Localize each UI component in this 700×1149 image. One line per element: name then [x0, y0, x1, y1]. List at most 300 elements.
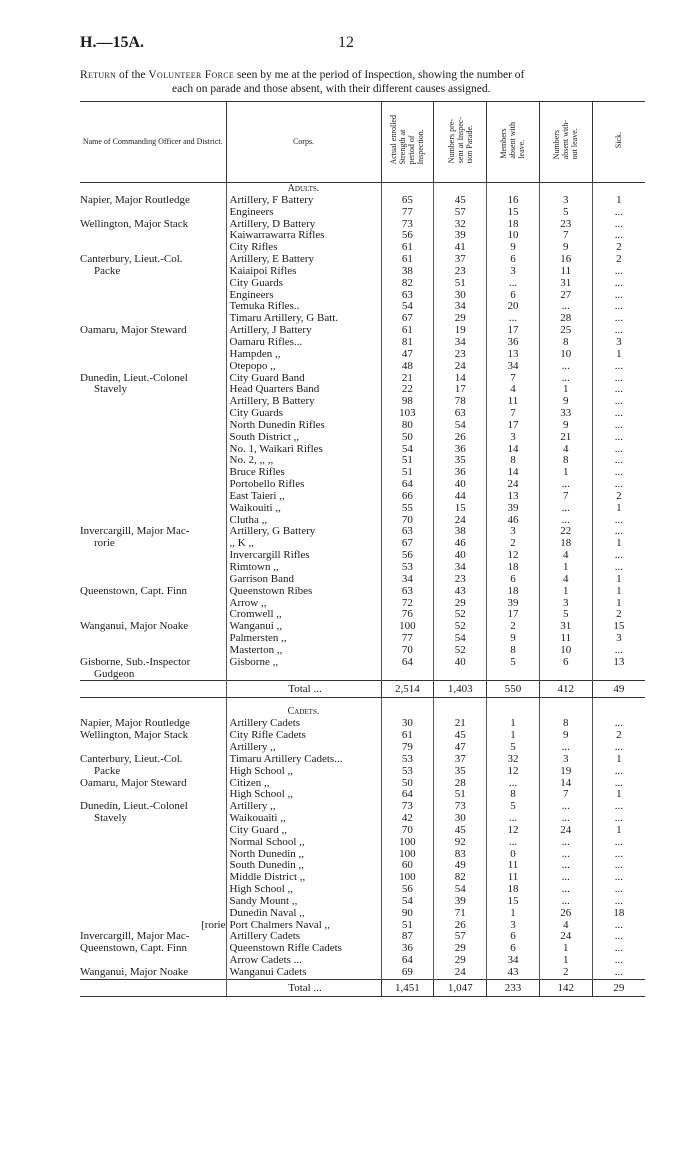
- cell-name: [80, 955, 226, 967]
- cell-enrolled: 51: [381, 455, 434, 467]
- cell-absent-leave: 18: [487, 562, 540, 574]
- cell-enrolled: 61: [381, 254, 434, 266]
- cell-absent-without-leave: 7: [539, 789, 592, 801]
- cell-absent-leave: 3: [487, 432, 540, 444]
- cell-absent-leave: ...: [487, 278, 540, 290]
- cell-present: 52: [434, 645, 487, 657]
- cell-absent-without-leave: 3: [539, 195, 592, 207]
- cell-sick: 1: [592, 586, 645, 598]
- table-row: [80, 301, 645, 313]
- table-row: [80, 621, 645, 633]
- cell-enrolled: 90: [381, 908, 434, 920]
- cell-absent-without-leave: ...: [539, 860, 592, 872]
- cell-corps: Queenstown Ribes: [226, 586, 381, 598]
- cell-enrolled: 61: [381, 325, 434, 337]
- cell-name: [80, 467, 226, 479]
- cell-enrolled: 69: [381, 967, 434, 979]
- cell-enrolled: 77: [381, 207, 434, 219]
- cell-name: Queenstown, Capt. Finn: [80, 943, 187, 955]
- cell-enrolled: 66: [381, 491, 434, 503]
- cell-enrolled: 77: [381, 633, 434, 645]
- cell-enrolled: 70: [381, 825, 434, 837]
- cell-absent-without-leave: 4: [539, 574, 592, 586]
- cell-sick: ...: [592, 896, 645, 908]
- cell-sick: ...: [592, 290, 645, 302]
- total-sick: 49: [592, 681, 645, 698]
- cell-present: 29: [434, 598, 487, 610]
- cell-absent-leave: 8: [487, 455, 540, 467]
- cell-sick: 1: [592, 574, 645, 586]
- cell-enrolled: 63: [381, 586, 434, 598]
- cell-absent-without-leave: 8: [539, 337, 592, 349]
- cell-absent-leave: 32: [487, 754, 540, 766]
- table-row: [80, 574, 645, 586]
- cell-corps: Masterton ,,: [226, 645, 381, 657]
- cell-name: Oamaru, Major Steward: [80, 777, 187, 789]
- cell-name: [80, 444, 226, 456]
- cell-corps: Oamaru Rifles...: [226, 337, 381, 349]
- cell-name: [80, 396, 226, 408]
- return-title: [80, 68, 645, 96]
- cell-absent-leave: ...: [487, 778, 540, 790]
- cell-sick: ...: [592, 278, 645, 290]
- cell-absent-leave: 12: [487, 825, 540, 837]
- cell-absent-leave: 3: [487, 266, 540, 278]
- cell-corps: Engineers: [226, 207, 381, 219]
- cell-corps: South Dunedin ,,: [226, 860, 381, 872]
- cell-present: 52: [434, 609, 487, 621]
- cell-present: 34: [434, 301, 487, 313]
- cell-absent-without-leave: 21: [539, 432, 592, 444]
- cell-name: [80, 550, 226, 562]
- table-row: [80, 420, 645, 432]
- cell-present: 51: [434, 789, 487, 801]
- col-header-name: Name of Commanding Officer and District.: [80, 102, 226, 183]
- cell-name: Wellington, Major Stack: [80, 218, 189, 230]
- cell-sick: ...: [592, 361, 645, 373]
- cell-absent-leave: 43: [487, 967, 540, 979]
- total-label: Total ...: [226, 681, 381, 698]
- cell-corps: Palmersten ,,: [226, 633, 381, 645]
- cell-present: 43: [434, 586, 487, 598]
- cell-present: 23: [434, 574, 487, 586]
- cell-absent-leave: 20: [487, 301, 540, 313]
- cell-enrolled: 73: [381, 801, 434, 813]
- cell-present: 28: [434, 778, 487, 790]
- cell-sick: ...: [592, 766, 645, 778]
- cell-enrolled: [381, 669, 434, 681]
- cell-corps: High School ,,: [226, 884, 381, 896]
- cell-absent-leave: 3: [487, 920, 540, 932]
- cell-sick: ...: [592, 849, 645, 861]
- cell-name: [80, 349, 226, 361]
- col-header-absent-without-leave: Numbers absent with- out leave.: [539, 102, 592, 183]
- table-row: [80, 290, 645, 302]
- table-row: [80, 598, 645, 610]
- cell-absent-without-leave: 31: [539, 278, 592, 290]
- cell-enrolled: 60: [381, 860, 434, 872]
- table-row: [80, 242, 645, 254]
- cell-present: 23: [434, 349, 487, 361]
- cell-absent-without-leave: 1: [539, 384, 592, 396]
- table-row: [80, 373, 645, 385]
- cell-absent-leave: 5: [487, 801, 540, 813]
- cell-enrolled: 73: [381, 219, 434, 231]
- cell-present: 35: [434, 455, 487, 467]
- cell-corps: Waikouaiti ,,: [226, 813, 381, 825]
- cell-absent-without-leave: ...: [539, 373, 592, 385]
- cell-absent-without-leave: 18: [539, 538, 592, 550]
- cell-present: 45: [434, 195, 487, 207]
- cell-absent-without-leave: 25: [539, 325, 592, 337]
- cell-name: [80, 598, 226, 610]
- cell-absent-without-leave: 5: [539, 609, 592, 621]
- cell-sick: ...: [592, 872, 645, 884]
- cell-name: [80, 420, 226, 432]
- cell-sick: 2: [592, 609, 645, 621]
- cell-present: 40: [434, 550, 487, 562]
- cell-present: 46: [434, 538, 487, 550]
- cell-absent-leave: 1: [487, 730, 540, 742]
- cell-name: [80, 278, 226, 290]
- cell-absent-without-leave: ...: [539, 837, 592, 849]
- cell-sick: ...: [592, 219, 645, 231]
- table-row: [80, 515, 645, 527]
- section-heading-adults: Adults.: [226, 183, 381, 195]
- cell-corps: Kaiaipoi Rifles: [226, 266, 381, 278]
- cell-enrolled: 64: [381, 789, 434, 801]
- cell-enrolled: 70: [381, 515, 434, 527]
- table-row: [80, 266, 645, 278]
- cell-name: Wanganui, Major Noake: [80, 967, 189, 978]
- cell-enrolled: 53: [381, 754, 434, 766]
- cell-corps: Portobello Rifles: [226, 479, 381, 491]
- cadets-total-row: [80, 979, 645, 996]
- document-reference: H.—15A.: [80, 34, 144, 51]
- cell-absent-without-leave: 2: [539, 967, 592, 979]
- cell-absent-leave: 34: [487, 955, 540, 967]
- cell-sick: ...: [592, 467, 645, 479]
- cell-name: Stavely: [94, 384, 127, 396]
- cell-absent-without-leave: 24: [539, 931, 592, 943]
- cell-absent-without-leave: 4: [539, 920, 592, 932]
- table-row: [80, 896, 645, 908]
- cell-sick: 2: [592, 730, 645, 742]
- cell-present: 83: [434, 849, 487, 861]
- table-row: [80, 801, 645, 813]
- cell-name: [80, 908, 226, 920]
- total-absent-leave: 550: [487, 681, 540, 698]
- cell-name: [80, 574, 226, 586]
- cell-corps: Temuka Rifles..: [226, 301, 381, 313]
- cell-absent-without-leave: ...: [539, 742, 592, 754]
- cell-sick: ...: [592, 396, 645, 408]
- cell-absent-leave: 8: [487, 645, 540, 657]
- cell-absent-leave: 36: [487, 337, 540, 349]
- cell-enrolled: 80: [381, 420, 434, 432]
- cell-sick: ...: [592, 920, 645, 932]
- cell-sick: ...: [592, 373, 645, 385]
- cell-sick: 13: [592, 657, 645, 669]
- cell-absent-leave: 6: [487, 254, 540, 266]
- cell-sick: ...: [592, 420, 645, 432]
- cell-absent-without-leave: 28: [539, 313, 592, 325]
- cell-corps: Artillery, E Battery: [226, 254, 381, 266]
- cell-corps: City Guard ,,: [226, 825, 381, 837]
- table-row: [80, 920, 645, 932]
- cell-absent-leave: 2: [487, 538, 540, 550]
- cadets-section: [80, 706, 645, 979]
- cell-enrolled: 56: [381, 550, 434, 562]
- table-row: [80, 825, 645, 837]
- cell-corps: Middle District ,,: [226, 872, 381, 884]
- cell-absent-leave: 13: [487, 491, 540, 503]
- cell-absent-leave: 39: [487, 598, 540, 610]
- cell-corps: Sandy Mount ,,: [226, 896, 381, 908]
- cell-corps: Cromwell ,,: [226, 609, 381, 621]
- cell-corps: Garrison Band: [226, 574, 381, 586]
- cell-absent-leave: 2: [487, 621, 540, 633]
- table-row: [80, 789, 645, 801]
- cell-name: [80, 515, 226, 527]
- cell-present: 14: [434, 373, 487, 385]
- cell-present: 63: [434, 408, 487, 420]
- cell-enrolled: 61: [381, 730, 434, 742]
- cell-corps: City Guards: [226, 278, 381, 290]
- cell-name: [80, 491, 226, 503]
- cell-sick: ...: [592, 813, 645, 825]
- cell-present: 24: [434, 515, 487, 527]
- table-row: [80, 361, 645, 373]
- cell-sick: ...: [592, 955, 645, 967]
- cell-name: [80, 290, 226, 302]
- cell-present: 49: [434, 860, 487, 872]
- cell-absent-without-leave: ...: [539, 896, 592, 908]
- cell-present: 34: [434, 562, 487, 574]
- cell-present: 30: [434, 813, 487, 825]
- table-row: [80, 396, 645, 408]
- cell-sick: ...: [592, 230, 645, 242]
- cell-absent-without-leave: 1: [539, 943, 592, 955]
- cell-enrolled: 34: [381, 574, 434, 586]
- cell-absent-leave: 9: [487, 633, 540, 645]
- table-row: [80, 730, 645, 742]
- cell-absent-leave: 11: [487, 860, 540, 872]
- cell-sick: 1: [592, 754, 645, 766]
- cell-corps: ,, K ,,: [226, 538, 381, 550]
- cell-enrolled: 81: [381, 337, 434, 349]
- cell-corps: Artillery ,,: [226, 801, 381, 813]
- cell-corps: Waikouiti ,,: [226, 503, 381, 515]
- table-row: [80, 384, 645, 396]
- cell-name: [80, 896, 226, 908]
- cell-enrolled: 100: [381, 849, 434, 861]
- table-row: [80, 432, 645, 444]
- table-row: [80, 884, 645, 896]
- cell-present: 54: [434, 884, 487, 896]
- cell-corps: Artillery, B Battery: [226, 396, 381, 408]
- cell-present: 21: [434, 718, 487, 730]
- cell-enrolled: 98: [381, 396, 434, 408]
- cell-sick: 1: [592, 349, 645, 361]
- cell-present: 36: [434, 444, 487, 456]
- cell-corps: Hampden ,,: [226, 349, 381, 361]
- cell-sick: ...: [592, 444, 645, 456]
- cell-sick: ...: [592, 943, 645, 955]
- total-absent-leave: 233: [487, 979, 540, 996]
- cell-corps: No. 1, Waikari Rifles: [226, 444, 381, 456]
- cell-enrolled: 76: [381, 609, 434, 621]
- cell-enrolled: 42: [381, 813, 434, 825]
- cell-enrolled: 64: [381, 479, 434, 491]
- cell-absent-without-leave: 7: [539, 491, 592, 503]
- table-row: [80, 562, 645, 574]
- cell-present: 57: [434, 207, 487, 219]
- cell-absent-leave: [487, 669, 540, 681]
- cell-sick: 18: [592, 908, 645, 920]
- table-row: [80, 766, 645, 778]
- col-header-absent-leave: Members absent with leave.: [487, 102, 540, 183]
- cell-corps: Citizen ,,: [226, 778, 381, 790]
- cell-enrolled: 103: [381, 408, 434, 420]
- cell-corps: Timaru Artillery, G Batt.: [226, 313, 381, 325]
- cell-present: 23: [434, 266, 487, 278]
- cell-corps: Engineers: [226, 290, 381, 302]
- cell-absent-without-leave: 5: [539, 207, 592, 219]
- table-row: [80, 669, 645, 681]
- table-row: [80, 325, 645, 337]
- cell-name: [80, 503, 226, 515]
- cell-absent-without-leave: 11: [539, 266, 592, 278]
- cell-name: [80, 432, 226, 444]
- cell-sick: ...: [592, 778, 645, 790]
- cell-absent-without-leave: 1: [539, 467, 592, 479]
- table-row: [80, 967, 645, 979]
- cell-absent-without-leave: ...: [539, 361, 592, 373]
- cell-enrolled: 61: [381, 242, 434, 254]
- table-row: [80, 455, 645, 467]
- cell-absent-leave: ...: [487, 837, 540, 849]
- cell-absent-without-leave: 4: [539, 550, 592, 562]
- cell-name: Canterbury, Lieut.-Col.: [80, 254, 183, 266]
- cell-present: 47: [434, 742, 487, 754]
- table-row: [80, 479, 645, 491]
- cell-name: [80, 361, 226, 373]
- cell-name: [80, 872, 226, 884]
- cell-absent-without-leave: ...: [539, 872, 592, 884]
- cell-enrolled: 67: [381, 538, 434, 550]
- cell-absent-leave: 15: [487, 896, 540, 908]
- cell-absent-leave: 1: [487, 908, 540, 920]
- cell-present: [434, 669, 487, 681]
- table-row: [80, 645, 645, 657]
- cell-corps: Port Chalmers Naval ,,: [226, 920, 381, 932]
- cell-present: 51: [434, 278, 487, 290]
- table-row: [80, 337, 645, 349]
- cell-present: 82: [434, 872, 487, 884]
- total-absent-without-leave: 142: [539, 979, 592, 996]
- title-lead: Return: [80, 69, 117, 81]
- cell-corps: Artillery ,,: [226, 742, 381, 754]
- cell-enrolled: 82: [381, 278, 434, 290]
- cell-absent-leave: 10: [487, 230, 540, 242]
- cell-name: [80, 301, 226, 313]
- cell-enrolled: 100: [381, 837, 434, 849]
- cell-enrolled: 53: [381, 766, 434, 778]
- table-row: [80, 633, 645, 645]
- cell-name: Oamaru, Major Steward: [80, 325, 187, 337]
- cell-corps: City Guard Band: [226, 373, 381, 385]
- col-header-enrolled: Actual enrolled Strength at period of Inspection.: [381, 102, 434, 183]
- cell-name: Dunedin, Lieut.-Colonel: [80, 372, 188, 384]
- cell-enrolled: 30: [381, 718, 434, 730]
- cell-absent-leave: 46: [487, 515, 540, 527]
- cell-present: 29: [434, 943, 487, 955]
- cell-absent-without-leave: 26: [539, 908, 592, 920]
- cell-present: 78: [434, 396, 487, 408]
- cell-absent-leave: 39: [487, 503, 540, 515]
- cell-absent-leave: 16: [487, 195, 540, 207]
- table-row: [80, 219, 645, 231]
- cell-name: [80, 609, 226, 621]
- cell-absent-leave: 17: [487, 609, 540, 621]
- cell-absent-leave: 14: [487, 467, 540, 479]
- cell-name: [80, 825, 226, 837]
- cell-name: Invercargill, Major Mac-: [80, 526, 190, 538]
- cell-sick: 1: [592, 195, 645, 207]
- cell-name: rorie: [94, 538, 115, 550]
- cell-corps: Gisborne ,,: [226, 657, 381, 669]
- cell-enrolled: 54: [381, 444, 434, 456]
- cell-present: 37: [434, 254, 487, 266]
- table-row: [80, 943, 645, 955]
- table-row: [80, 254, 645, 266]
- cell-present: 40: [434, 479, 487, 491]
- cell-corps: East Taieri ,,: [226, 491, 381, 503]
- cell-name: [80, 337, 226, 349]
- table-row: [80, 230, 645, 242]
- cell-absent-leave: 6: [487, 931, 540, 943]
- cell-name: [80, 242, 226, 254]
- cell-present: 29: [434, 955, 487, 967]
- cell-corps: City Rifle Cadets: [226, 730, 381, 742]
- cell-absent-leave: 17: [487, 420, 540, 432]
- table-row: [80, 931, 645, 943]
- title-lead-rest: of the: [116, 69, 149, 81]
- cell-absent-leave: 7: [487, 373, 540, 385]
- table-row: [80, 849, 645, 861]
- cell-absent-leave: 11: [487, 872, 540, 884]
- cell-name: Queenstown, Capt. Finn: [80, 585, 187, 597]
- cell-present: 44: [434, 491, 487, 503]
- cell-absent-without-leave: 9: [539, 730, 592, 742]
- table-row: [80, 207, 645, 219]
- cell-corps: Wanganui ,,: [226, 621, 381, 633]
- cell-name: [rorie: [201, 919, 226, 931]
- cell-name: Dunedin, Lieut.-Colonel: [80, 801, 188, 813]
- cell-present: 40: [434, 657, 487, 669]
- cell-enrolled: 38: [381, 266, 434, 278]
- cell-sick: ...: [592, 266, 645, 278]
- cell-corps: [226, 669, 381, 681]
- cell-sick: ...: [592, 931, 645, 943]
- cell-absent-without-leave: 7: [539, 230, 592, 242]
- cell-present: 24: [434, 967, 487, 979]
- cell-enrolled: 55: [381, 503, 434, 515]
- cell-present: 26: [434, 920, 487, 932]
- table-row: [80, 278, 645, 290]
- cell-sick: ...: [592, 325, 645, 337]
